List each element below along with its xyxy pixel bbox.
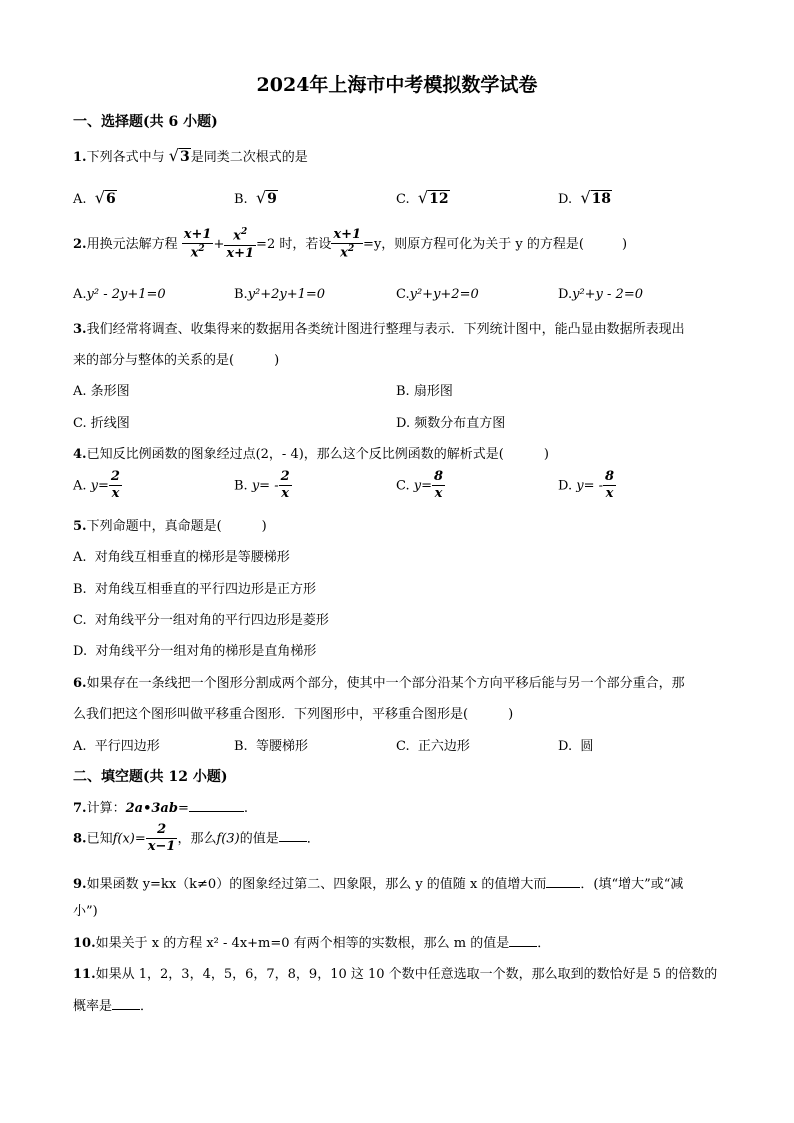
question-10-number: 10. [73,936,96,951]
fraction-8-over-x: $\frac{8}{x}$ [605,469,615,502]
option-label: A. [73,478,87,494]
fraction-2-over-x-minus-1: $\frac{2}{x-1}$ [147,822,176,855]
option-prefix: y= [90,478,109,494]
q5-option-d[interactable] [73,640,316,659]
question-8-text-a: 已知 [86,831,113,847]
sqrt-18: √18 [580,188,612,207]
question-2-text-b: =2 时，若设 [256,236,332,252]
option-label: D. [558,739,573,754]
question-11-number: 11. [73,967,96,982]
q2-option-d[interactable] [558,287,643,302]
question-2-close-paren: ) [621,236,628,252]
option-label: D. [73,644,88,659]
sqrt-3: √3 [168,146,190,165]
option-label: C. [396,739,410,754]
question-2-text-a: 用换元法解方程 [86,236,178,252]
q3-option-c[interactable] [73,412,130,431]
option-text: 频数分布直方图 [414,416,506,431]
option-label: C. [396,192,410,207]
question-3-text-1: 我们经常将调查、收集得来的数据用各类统计图进行整理与表示．下列统计图中，能凸显由数据所表现出 [86,322,685,337]
q1-option-b[interactable] [234,188,278,207]
question-3-number: 3. [73,322,87,337]
option-text: 对角线互相垂直的平行四边形是正方形 [94,582,316,597]
option-text: 折线图 [90,416,130,431]
question-11-line-2 [73,995,153,1014]
option-label: A. [73,192,87,207]
q4-option-b[interactable] [234,470,292,502]
fraction-8-over-x: $\frac{8}{x}$ [434,469,444,502]
fraction-2-over-x: $\frac{2}{x}$ [110,469,120,502]
q1-option-a[interactable] [73,188,117,207]
question-3-text-2: 来的部分与整体的关系的是( [73,353,235,368]
option-label: B. [234,739,248,754]
q6-option-a[interactable] [73,735,160,754]
option-text: 平行四边形 [94,739,160,754]
question-9-text-2: 小”) [73,904,98,919]
question-9-text-1-end: ．(填“增大”或“减 [580,877,684,892]
option-label: A. [73,287,87,302]
sqrt-6: √6 [94,188,116,207]
option-text: y² - 2y+1=0 [86,287,166,302]
question-3-line-1 [73,318,685,337]
question-6-text-1: 如果存在一条线把一个图形分割成两个部分，使其中一个部分沿某个方向平移后能与另一个部分重合，那 [86,676,685,691]
question-7 [73,797,248,816]
plus-sign: + [213,236,225,252]
option-label: B. [234,287,248,302]
option-text: y²+y - 2=0 [572,287,643,302]
option-label: B. [234,478,248,494]
option-label: A. [73,550,87,565]
option-text: 扇形图 [413,384,453,399]
period: ． [537,936,551,951]
sqrt-12: √12 [417,188,449,207]
question-11-text-1: 如果从 1，2，3，4，5，6，7，8，9，10 这 10 个数中任意选取一个数，那么取到的数恰好是 5 的倍数的 [95,967,718,982]
section-2-heading: 二、填空题(共 12 小题) [73,769,228,785]
option-text: 等腰梯形 [255,739,308,754]
option-text: y²+2y+1=0 [247,287,326,302]
option-label: A. [73,384,87,399]
question-1-number: 1. [73,150,87,165]
question-5-number: 5. [73,519,87,534]
function-expr: f(x)= [112,831,146,847]
q4-option-d[interactable] [558,470,616,502]
option-label: B. [234,192,248,207]
answer-blank[interactable] [546,875,580,888]
question-11-text-2: 概率是 [73,999,113,1014]
option-label: C. [396,478,410,494]
question-9-number: 9. [73,877,87,892]
q3-option-b[interactable] [396,380,453,399]
q2-option-c[interactable] [396,287,479,302]
question-10 [73,932,550,951]
option-text: 圆 [580,739,594,754]
q2-option-a[interactable] [73,287,166,302]
period: . [243,801,248,816]
question-11-line-1 [73,963,717,982]
answer-blank[interactable] [509,934,537,947]
q5-option-c[interactable] [73,609,329,628]
question-8-number: 8. [73,831,87,847]
option-prefix: y= - [251,478,279,494]
question-5-text: 下列命题中，真命题是( [86,519,222,534]
question-2-number: 2. [73,236,87,252]
exam-title: 2024年上海市中考模拟数学试卷 [256,74,538,96]
option-label: C. [73,416,87,431]
option-label: C. [73,613,87,628]
period: ． [306,831,320,847]
option-text: 对角线互相垂直的梯形是等腰梯形 [94,550,290,565]
question-7-text: 计算： [86,801,126,816]
question-5 [73,515,267,534]
q6-option-b[interactable] [234,735,308,754]
sqrt-9: √9 [255,188,277,207]
question-3-close-paren: ) [274,353,280,368]
question-6-line-2 [73,703,513,722]
question-6-line-1 [73,672,685,691]
option-text: 对角线平分一组对角的平行四边形是菱形 [94,613,329,628]
option-text: 条形图 [90,384,130,399]
question-4-text: 已知反比例函数的图象经过点(2，- 4)，那么这个反比例函数的解析式是( [86,447,504,462]
q2-option-b[interactable] [234,287,325,302]
option-text: y²+y+2=0 [409,287,479,302]
q6-option-c[interactable] [396,735,470,754]
question-6-text-2: 么我们把这个图形叫做平移重合图形．下列图形中，平移重合图形是( [73,707,469,722]
option-label: A. [73,739,87,754]
option-label: B. [73,582,87,597]
q4-option-c[interactable] [396,470,445,502]
question-1-text-b: 是同类二次根式的是 [190,150,308,165]
equals-sign: = [177,801,189,816]
question-5-close-paren: ) [261,519,267,534]
q5-option-a[interactable] [73,546,290,565]
question-4-close-paren: ) [543,447,549,462]
option-label: B. [396,384,410,399]
question-9-line-1 [73,873,683,892]
q1-option-d[interactable] [558,188,612,207]
option-label: D. [558,192,573,207]
q4-option-a[interactable] [73,470,122,502]
question-9-text-1: 如果函数 y=kx（k≠0）的图象经过第二、四象限，那么 y 的值随 x 的值增大而 [86,877,547,892]
answer-blank[interactable] [279,829,307,842]
question-8-text-c: 的值是 [239,831,279,847]
option-label: D. [396,416,411,431]
question-3-line-2 [73,349,279,368]
question-2-text-c: =y，则原方程可化为关于 y 的方程是( [363,236,584,252]
question-9-line-2 [73,900,98,919]
question-6-number: 6. [73,676,87,691]
fraction-2-over-x: $\frac{2}{x}$ [280,469,290,502]
question-10-text: 如果关于 x 的方程 x² - 4x+m=0 有两个相等的实数根，那么 m 的值是 [95,936,510,951]
question-7-number: 7. [73,801,87,816]
period: ． [140,999,154,1014]
question-8 [73,823,320,855]
fraction-1: $\frac{x+1}{x^2}$ [183,227,212,261]
section-1-heading: 一、选择题(共 6 小题) [73,114,218,130]
answer-blank[interactable] [112,997,140,1010]
option-prefix: y= [413,478,433,494]
q5-option-b[interactable] [73,578,316,597]
question-1 [73,146,308,165]
question-4 [73,443,549,462]
option-label: D. [558,287,573,302]
question-2 [73,228,627,261]
option-label: D. [558,478,573,494]
q3-option-d[interactable] [396,412,505,431]
q6-option-d[interactable] [558,735,593,754]
option-text: 对角线平分一组对角的梯形是直角梯形 [95,644,317,659]
fraction-3: $\frac{x+1}{x^2}$ [333,227,362,261]
function-value: f(3) [216,831,240,847]
option-text: 正六边形 [417,739,470,754]
q3-option-a[interactable] [73,380,130,399]
fraction-2: $\frac{x^2}{x+1}$ [226,227,255,261]
question-1-text-a: 下列各式中与 [86,150,165,165]
question-6-close-paren: ) [508,707,514,722]
q1-option-c[interactable] [396,188,450,207]
question-7-expression: 2a•3ab [125,801,178,816]
option-label: C. [396,287,410,302]
option-prefix: y= - [576,478,603,494]
question-4-number: 4. [73,447,87,462]
question-8-text-b: ，那么 [177,831,217,847]
answer-blank[interactable] [189,799,244,812]
